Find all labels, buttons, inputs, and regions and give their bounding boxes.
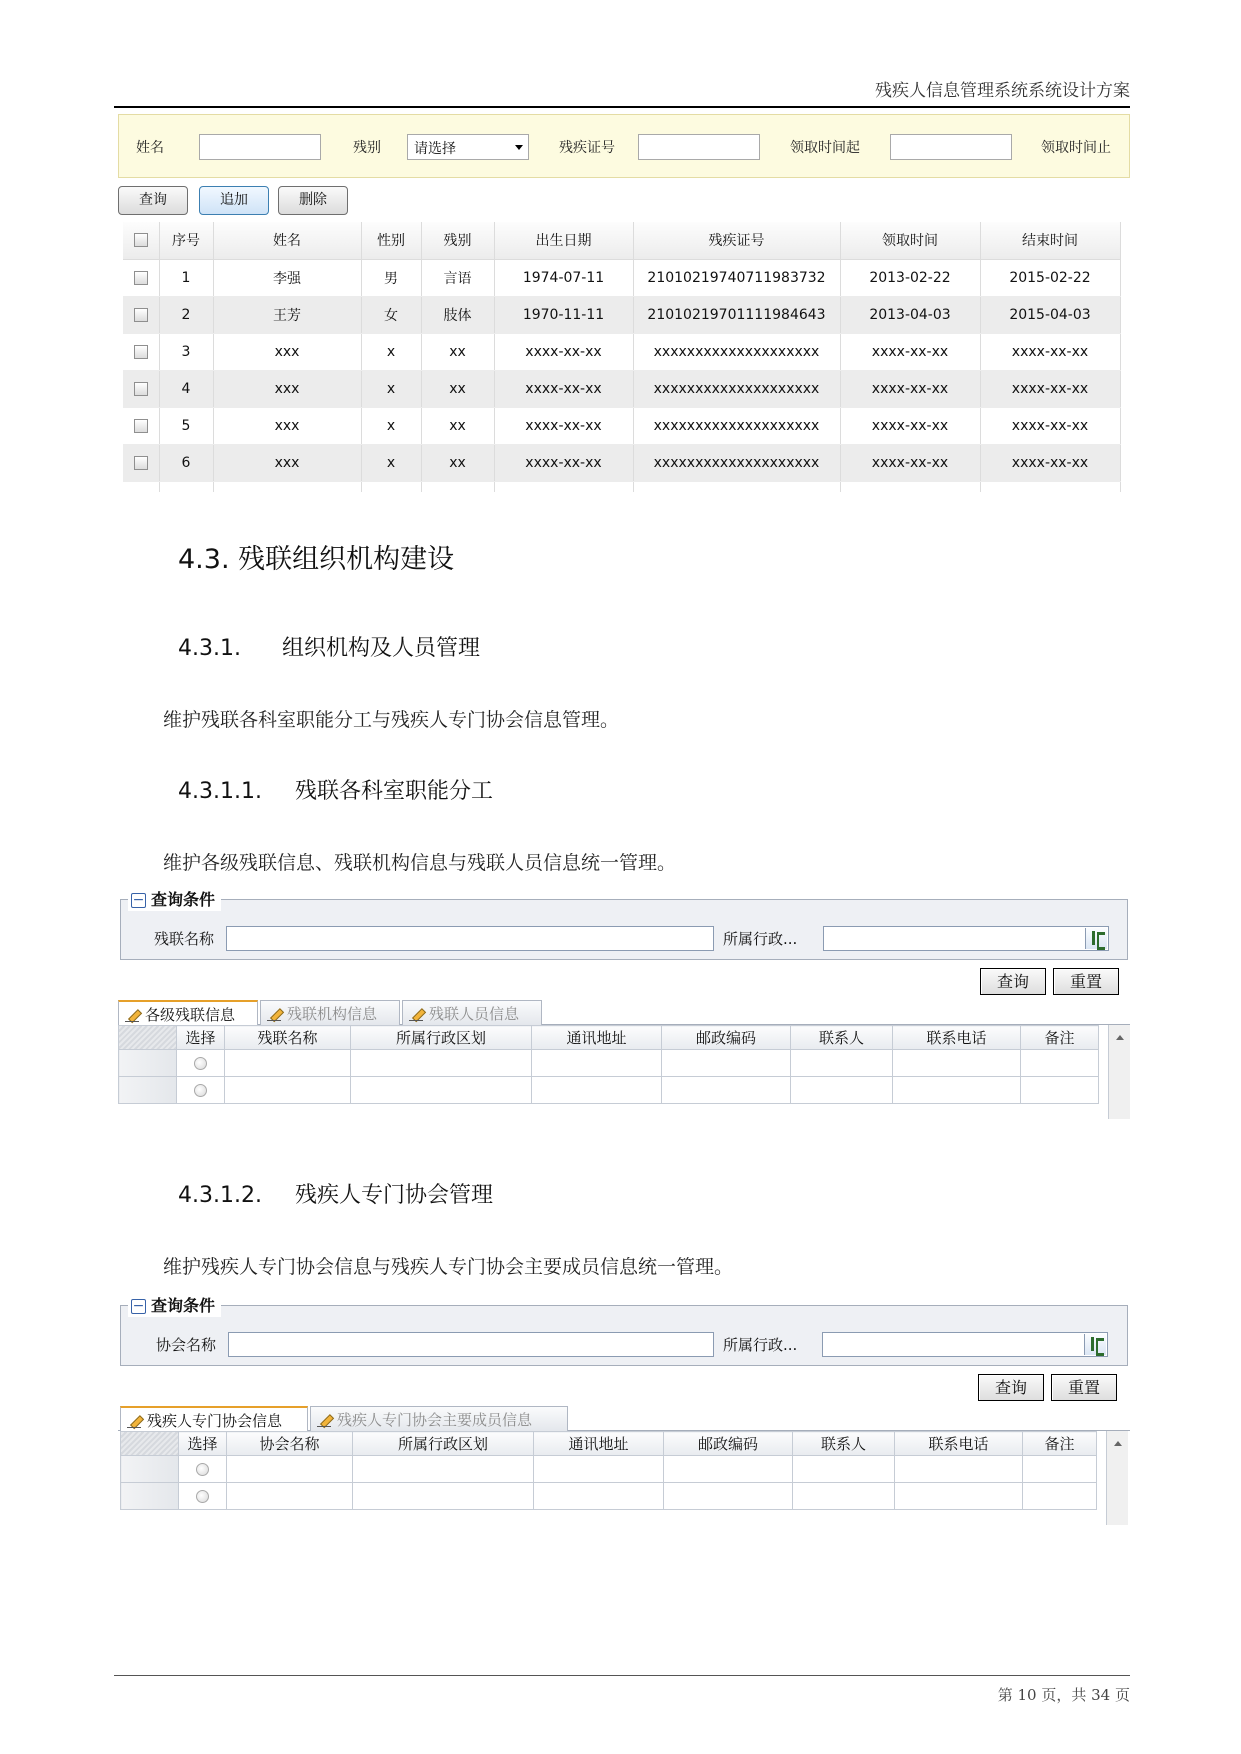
column-header: 联系人: [793, 1432, 895, 1456]
person-list-screen: [118, 114, 1130, 492]
column-header: 领取时间: [840, 222, 980, 259]
row-radio[interactable]: [196, 1463, 209, 1476]
type-select-value: 请选择: [414, 141, 456, 157]
association-name-input[interactable]: [228, 1332, 714, 1357]
type-select[interactable]: [407, 134, 529, 160]
section-heading-4-3: 4.3. 残联组织机构建设: [178, 544, 455, 575]
row-name: 李强: [213, 259, 361, 296]
org-name-label: 残联名称: [154, 930, 215, 948]
edit-icon: [127, 1413, 143, 1428]
tab-bar: [118, 1406, 1130, 1431]
reset-button[interactable]: 重置: [1051, 1374, 1117, 1401]
tab-org-staff[interactable]: [402, 1000, 542, 1025]
document-header: [114, 76, 1130, 108]
row-name: xxx: [213, 407, 361, 444]
add-button[interactable]: 追加: [199, 186, 269, 215]
row-birthdate: xxxx-xx-xx: [494, 333, 633, 370]
column-header: 所属行政区划: [353, 1432, 534, 1456]
row-issue-date: 2013-04-03: [840, 296, 980, 333]
select-all-checkbox[interactable]: [134, 233, 148, 247]
column-header: 姓名: [213, 222, 361, 259]
row-name: xxx: [213, 333, 361, 370]
row-checkbox[interactable]: [134, 271, 148, 285]
edit-icon: [267, 1006, 283, 1021]
column-header: 联系电话: [895, 1432, 1023, 1456]
tab-bar: [118, 1000, 1130, 1025]
section-heading-4-3-1-2: [178, 1178, 493, 1209]
org-query-panel: [118, 888, 1130, 1119]
row-cert-number: xxxxxxxxxxxxxxxxxxxx: [633, 333, 840, 370]
column-header: 性别: [361, 222, 421, 259]
vertical-scrollbar[interactable]: [1106, 1431, 1128, 1525]
paragraph-4-3-1-1: 维护各级残联信息、残联机构信息与残联人员信息统一管理。: [163, 852, 677, 874]
column-header: 协会名称: [227, 1432, 353, 1456]
grid-row[interactable]: [121, 1456, 1097, 1483]
column-header: 出生日期: [494, 222, 633, 259]
grid-row[interactable]: [119, 1050, 1099, 1077]
column-header: 通讯地址: [534, 1432, 664, 1456]
person-search-bar: [118, 114, 1130, 178]
cert-input[interactable]: [638, 134, 760, 160]
row-end-date: xxxx-xx-xx: [980, 444, 1120, 481]
tree-picker-icon[interactable]: [1084, 1334, 1106, 1355]
row-birthdate: xxxx-xx-xx: [494, 444, 633, 481]
query-button[interactable]: 查询: [118, 186, 188, 215]
row-header-corner: [119, 1026, 177, 1050]
type-label: 残别: [353, 140, 381, 156]
row-end-date: xxxx-xx-xx: [980, 407, 1120, 444]
cert-label: 残疾证号: [559, 140, 615, 156]
row-cert-number: 2101021974071198373​2: [633, 259, 840, 296]
grid-row[interactable]: [121, 1483, 1097, 1510]
heading-number: 4.3.1.1.: [178, 779, 262, 804]
row-index: 5: [159, 407, 213, 444]
edit-icon: [409, 1006, 425, 1021]
row-name: 王芳: [213, 296, 361, 333]
heading-text: 残疾人专门协会管理: [295, 1183, 494, 1208]
paragraph-4-3-1-2: 维护残疾人专门协会信息与残疾人专门协会主要成员信息统一管理。: [163, 1256, 734, 1278]
grid-header-row: [119, 1026, 1099, 1050]
edit-icon: [317, 1412, 333, 1427]
section-heading-4-3-1: [178, 631, 480, 662]
row-type: xx: [421, 444, 494, 481]
region-label: 所属行政...: [723, 1336, 798, 1354]
region-input[interactable]: [822, 1332, 1108, 1357]
row-end-date: 2015-04-03: [980, 296, 1120, 333]
row-checkbox[interactable]: [134, 345, 148, 359]
column-header: 残联名称: [225, 1026, 351, 1050]
name-label: 姓名: [136, 140, 164, 156]
org-grid: [118, 1025, 1099, 1104]
row-type: 言语: [421, 259, 494, 296]
association-query-panel: [118, 1294, 1130, 1525]
column-header: 残疾证号: [633, 222, 840, 259]
tab-label: 残联机构信息: [287, 1005, 378, 1023]
section-heading-4-3-1-1: [178, 774, 493, 805]
row-type: xx: [421, 407, 494, 444]
row-checkbox[interactable]: [134, 456, 148, 470]
region-input[interactable]: [823, 926, 1109, 951]
collapse-icon[interactable]: −: [132, 1298, 145, 1314]
row-birthdate: xxxx-xx-xx: [494, 370, 633, 407]
row-end-date: xxxx-xx-xx: [980, 333, 1120, 370]
start-time-label: 领取时间起: [790, 140, 860, 156]
row-gender: 男: [361, 259, 421, 296]
tab-all-level-orgs[interactable]: [118, 1000, 258, 1026]
query-button[interactable]: 查询: [980, 968, 1046, 995]
end-time-label: 领取时间止: [1041, 140, 1111, 156]
table-row[interactable]: [123, 444, 1120, 481]
legend-text: 查询条件: [151, 890, 216, 909]
row-index: 4: [159, 370, 213, 407]
row-cert-number: 21010219701111984643: [633, 296, 840, 333]
heading-number: 4.3.1.: [178, 636, 241, 661]
region-label: 所属行政...: [723, 930, 798, 948]
row-issue-date: xxxx-xx-xx: [840, 370, 980, 407]
table-row[interactable]: [123, 370, 1120, 407]
row-issue-date: 2013-02-22: [840, 259, 980, 296]
edit-icon: [125, 1007, 141, 1022]
row-checkbox[interactable]: [134, 308, 148, 322]
column-header: 备注: [1021, 1026, 1099, 1050]
row-gender: x: [361, 333, 421, 370]
column-header: 残别: [421, 222, 494, 259]
row-index: 6: [159, 444, 213, 481]
row-gender: 女: [361, 296, 421, 333]
select-all-cell[interactable]: [123, 222, 159, 259]
grid-header-row: [121, 1432, 1097, 1456]
column-header: 选择: [179, 1432, 227, 1456]
column-header: 通讯地址: [532, 1026, 662, 1050]
row-cert-number: xxxxxxxxxxxxxxxxxxxx: [633, 407, 840, 444]
grid-row[interactable]: [119, 1077, 1099, 1104]
paragraph-4-3-1: 维护残联各科室职能分工与残疾人专门协会信息管理。: [163, 709, 620, 731]
row-header-corner: [121, 1432, 179, 1456]
query-conditions-legend[interactable]: [128, 1295, 221, 1317]
row-index: 2: [159, 296, 213, 333]
row-end-date: xxxx-xx-xx: [980, 370, 1120, 407]
association-name-label: 协会名称: [156, 1336, 217, 1354]
reset-button[interactable]: 重置: [1053, 968, 1119, 995]
row-index: 3: [159, 333, 213, 370]
row-issue-date: xxxx-xx-xx: [840, 407, 980, 444]
document-footer: [114, 1675, 1130, 1704]
row-gender: x: [361, 407, 421, 444]
heading-text: 组织机构及人员管理: [282, 636, 481, 661]
column-header: 选择: [177, 1026, 225, 1050]
row-issue-date: xxxx-xx-xx: [840, 444, 980, 481]
column-header: 结束时间: [980, 222, 1120, 259]
org-name-input[interactable]: [226, 926, 714, 951]
dropdown-arrow-icon: [515, 145, 523, 150]
row-birthdate: 1970-11-11: [494, 296, 633, 333]
tab-label: 残疾人专门协会主要成员信息: [337, 1411, 533, 1429]
delete-button[interactable]: 删除: [278, 186, 348, 215]
legend-text: 查询条件: [151, 1296, 216, 1315]
row-radio[interactable]: [196, 1490, 209, 1503]
table-row[interactable]: [123, 407, 1120, 444]
table-row[interactable]: [123, 333, 1120, 370]
row-issue-date: xxxx-xx-xx: [840, 333, 980, 370]
table-row[interactable]: [123, 259, 1120, 296]
row-birthdate: 1974-07-11: [494, 259, 633, 296]
heading-text: 残联各科室职能分工: [295, 779, 494, 804]
row-radio[interactable]: [194, 1057, 207, 1070]
tab-associations[interactable]: [120, 1406, 308, 1432]
row-checkbox[interactable]: [134, 382, 148, 396]
row-name: xxx: [213, 370, 361, 407]
table-row-empty: [123, 481, 1120, 492]
column-header: 联系人: [791, 1026, 893, 1050]
column-header: 邮政编码: [662, 1026, 791, 1050]
row-name: xxx: [213, 444, 361, 481]
query-button[interactable]: 查询: [978, 1374, 1044, 1401]
column-header: 备注: [1023, 1432, 1097, 1456]
tab-org-institutions[interactable]: [260, 1000, 400, 1025]
row-type: 肢体: [421, 296, 494, 333]
row-birthdate: xxxx-xx-xx: [494, 407, 633, 444]
table-header-row: [123, 222, 1120, 259]
row-type: xx: [421, 333, 494, 370]
name-input[interactable]: [199, 134, 321, 160]
row-gender: x: [361, 444, 421, 481]
person-table: [123, 222, 1121, 492]
row-checkbox[interactable]: [134, 419, 148, 433]
column-header: 序号: [159, 222, 213, 259]
row-gender: x: [361, 370, 421, 407]
start-time-input[interactable]: [890, 134, 1012, 160]
column-header: 邮政编码: [664, 1432, 793, 1456]
query-conditions-legend[interactable]: [128, 889, 221, 911]
tree-picker-icon[interactable]: [1085, 928, 1107, 949]
page-number: 第 10 页，共 34 页: [997, 1686, 1130, 1704]
row-end-date: 2015-02-22: [980, 259, 1120, 296]
document-title: 残疾人信息管理系统系统设计方案: [875, 81, 1130, 101]
column-header: 联系电话: [893, 1026, 1021, 1050]
vertical-scrollbar[interactable]: [1108, 1025, 1130, 1119]
association-grid: [120, 1431, 1097, 1510]
table-row[interactable]: [123, 296, 1120, 333]
tab-label: 残疾人专门协会信息: [147, 1412, 283, 1430]
row-cert-number: xxxxxxxxxxxxxxxxxxxx: [633, 370, 840, 407]
row-cert-number: xxxxxxxxxxxxxxxxxxxx: [633, 444, 840, 481]
collapse-icon[interactable]: −: [132, 892, 145, 908]
row-index: 1: [159, 259, 213, 296]
heading-number: 4.3.1.2.: [178, 1183, 262, 1208]
row-type: xx: [421, 370, 494, 407]
tab-association-members[interactable]: [310, 1406, 568, 1431]
tab-label: 各级残联信息: [145, 1006, 236, 1024]
column-header: 所属行政区划: [351, 1026, 532, 1050]
row-radio[interactable]: [194, 1084, 207, 1097]
tab-label: 残联人员信息: [429, 1005, 520, 1023]
